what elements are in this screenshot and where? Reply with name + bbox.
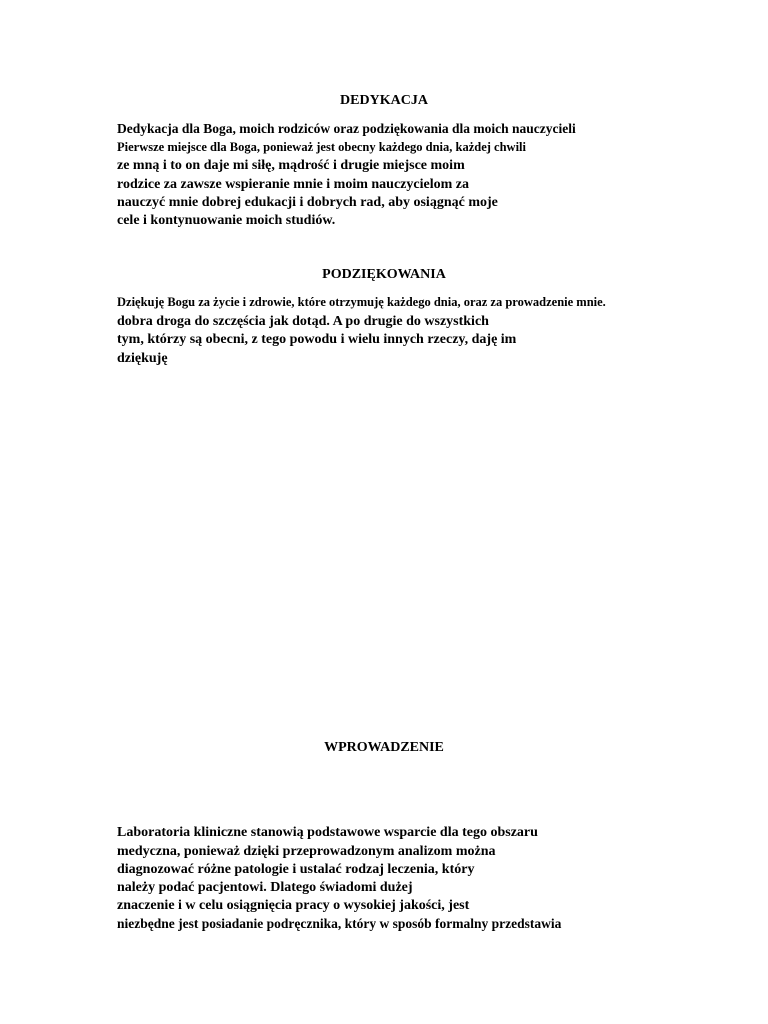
dedication-line: cele i kontynuowanie moich studiów. [117,213,336,228]
acknowledgements-line: tym, którzy są obecni, z tego powodu i wielu innych rzeczy, daję im [117,332,517,347]
introduction-line: należy podać pacjentowi. Dlatego świadomi dużej [117,880,413,895]
acknowledgements-line: dobra droga do szczęścia jak dotąd. A po drugie do wszystkich [117,314,489,329]
dedication-title: DEDYKACJA [340,93,428,108]
introduction-line: medyczna, ponieważ dzięki przeprowadzonym analizom można [117,844,496,859]
acknowledgements-line: dziękuję [117,351,168,366]
dedication-line: nauczyć mnie dobrej edukacji i dobrych rad, aby osiągnąć moje [117,195,498,210]
introduction-line: diagnozować różne patologie i ustalać rodzaj leczenia, który [117,862,475,877]
dedication-line: ze mną i to on daje mi siłę, mądrość i drugie miejsce moim [117,158,465,173]
introduction-line: Laboratoria kliniczne stanowią podstawowe wsparcie dla tego obszaru [117,825,538,840]
acknowledgements-title: PODZIĘKOWANIA [322,267,446,282]
introduction-line: niezbędne jest posiadanie podręcznika, który w sposób formalny przedstawia [117,916,562,931]
dedication-line: Pierwsze miejsce dla Boga, ponieważ jest obecny każdego dnia, każdej chwili [117,140,526,154]
acknowledgements-line: Dziękuję Bogu za życie i zdrowie, które otrzymuję każdego dnia, oraz za prowadzenie mnie. [117,295,606,309]
introduction-title: WPROWADZENIE [324,740,444,755]
dedication-line: Dedykacja dla Boga, moich rodziców oraz podziękowania dla moich nauczycieli [117,121,576,136]
introduction-line: znaczenie i w celu osiągnięcia pracy o wysokiej jakości, jest [117,898,470,913]
dedication-line: rodzice za zawsze wspieranie mnie i moim nauczycielom za [117,177,469,192]
